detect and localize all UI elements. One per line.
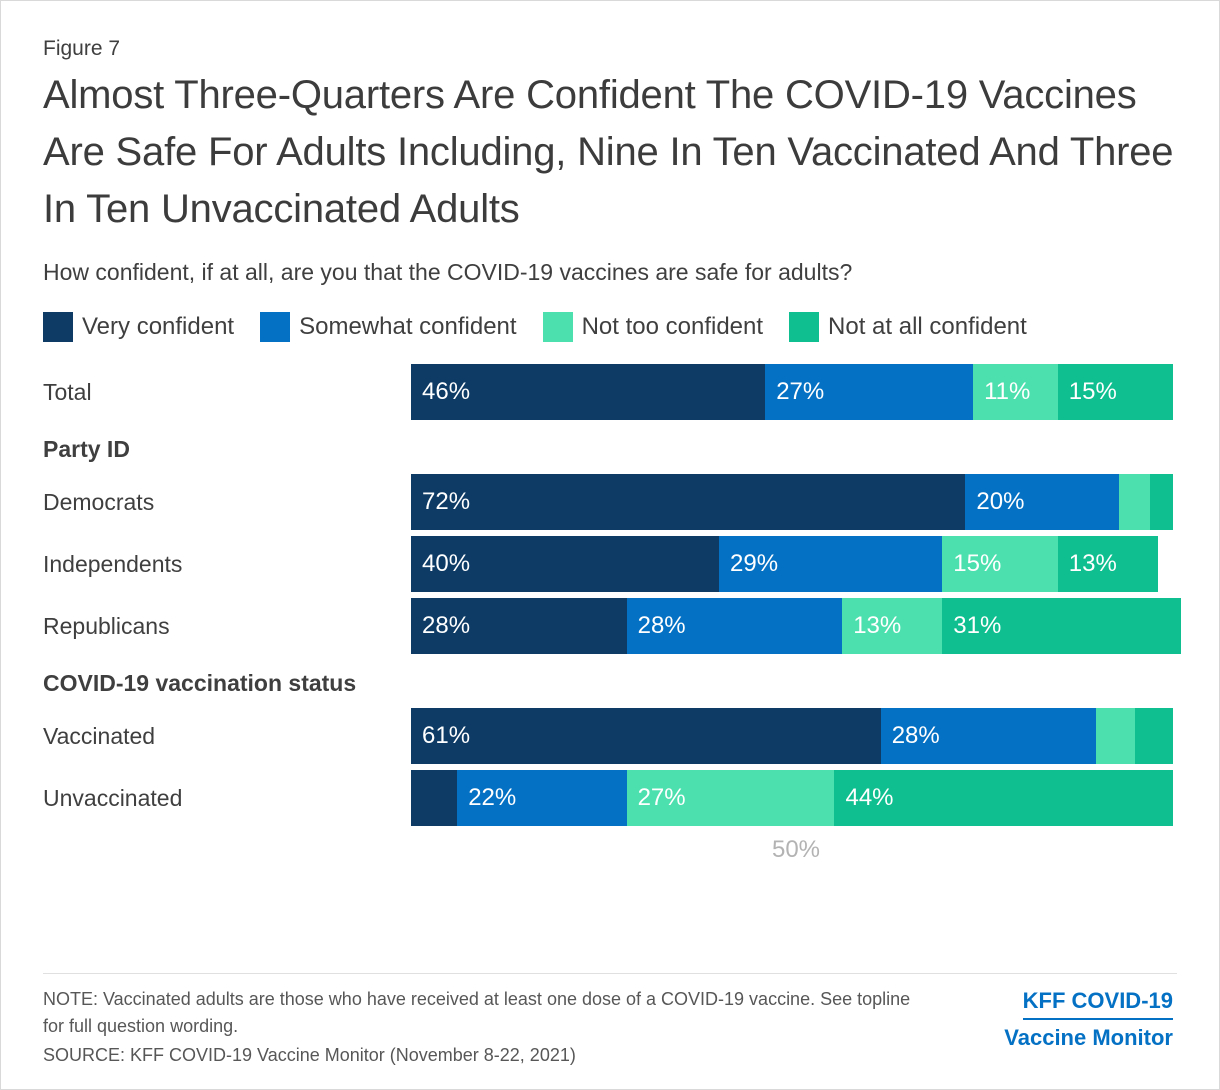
legend-item[interactable] — [43, 312, 234, 342]
bar-value-label: 11% — [984, 378, 1031, 406]
bar-segment — [1058, 364, 1174, 420]
stacked-bar-total — [411, 364, 1181, 420]
legend-item[interactable] — [789, 312, 1027, 342]
bar-value-label: 20% — [976, 488, 1025, 516]
legend-label: Not at all confident — [828, 313, 1027, 341]
bar-segment — [1058, 536, 1158, 592]
group-heading-label: Party ID — [43, 435, 130, 462]
note-text: NOTE: Vaccinated adults are those who have received at least one dose of a COVID-19 vaccine. See topline for full question wording. — [43, 989, 911, 1036]
bar-segment — [627, 770, 835, 826]
bar-segment — [411, 364, 765, 420]
bar-value-label: 13% — [1068, 550, 1117, 578]
bar-segment — [881, 708, 1097, 764]
bar-segment — [411, 598, 627, 654]
stacked-bar-independents — [411, 536, 1181, 592]
bar-value-label: 72% — [422, 488, 471, 516]
bar-value-label: 29% — [730, 550, 779, 578]
brand-line-1: KFF COVID-19 — [1023, 986, 1173, 1020]
table-row — [39, 708, 1181, 764]
table-row — [39, 364, 1181, 420]
bar-value-label: 28% — [891, 722, 940, 750]
legend-item[interactable] — [543, 312, 763, 342]
bar-segment — [942, 536, 1058, 592]
row-label-vaccinated: Vaccinated — [43, 722, 156, 749]
row-label-democrats: Democrats — [43, 488, 155, 515]
legend-swatch — [260, 312, 290, 342]
bar-segment — [411, 536, 719, 592]
stacked-bar-republicans — [411, 598, 1181, 654]
stacked-bar-democrats — [411, 474, 1181, 530]
page-title: Almost Three-Quarters Are Confident The COVID-19 Vaccines Are Safe For Adults Including, Nine In Ten Vaccinated And Three In Ten Unvaccinated Adults — [43, 73, 1174, 231]
bar-segment — [411, 708, 881, 764]
legend-label: Somewhat confident — [299, 313, 517, 341]
bar-value-label: 27% — [637, 784, 686, 812]
bar-segment — [1135, 708, 1174, 764]
legend-swatch — [43, 312, 73, 342]
bar-segment — [411, 770, 457, 826]
bar-value-label: 40% — [422, 550, 471, 578]
bar-segment — [834, 770, 1173, 826]
chart-footer — [43, 973, 1177, 1071]
stacked-bar-vaccinated — [411, 708, 1181, 764]
table-row — [39, 598, 1181, 654]
x-axis — [39, 832, 1181, 874]
legend-label: Not too confident — [581, 313, 764, 341]
chart-legend — [43, 312, 1181, 342]
bar-segment — [765, 364, 973, 420]
group-heading-vaccination-status — [39, 660, 1181, 706]
bar-value-label: 61% — [422, 722, 471, 750]
source-text: SOURCE: KFF COVID-19 Vaccine Monitor (November 8-22, 2021) — [43, 1045, 576, 1065]
bar-segment — [719, 536, 942, 592]
bar-value-label: 15% — [953, 550, 1002, 578]
figure-number: Figure 7 — [43, 37, 121, 60]
bar-value-label: 13% — [853, 612, 902, 640]
brand-line-2: Vaccine Monitor — [1004, 1024, 1173, 1050]
chart-subtitle: How confident, if at all, are you that the COVID-19 vaccines are safe for adults? — [43, 259, 853, 286]
legend-item[interactable] — [260, 312, 516, 342]
bar-segment — [942, 598, 1181, 654]
legend-swatch — [543, 312, 573, 342]
bar-segment — [973, 364, 1058, 420]
bar-segment — [965, 474, 1119, 530]
stacked-bar-unvaccinated — [411, 770, 1181, 826]
group-heading-label: COVID-19 vaccination status — [43, 669, 357, 696]
legend-label: Very confident — [82, 313, 235, 341]
chart-plot-area — [39, 364, 1181, 874]
table-row — [39, 770, 1181, 826]
bar-segment — [627, 598, 843, 654]
legend-swatch — [789, 312, 819, 342]
table-row — [39, 536, 1181, 592]
bar-segment — [1150, 474, 1173, 530]
bar-value-label: 27% — [776, 378, 825, 406]
row-label-republicans: Republicans — [43, 612, 170, 639]
bar-value-label: 28% — [422, 612, 471, 640]
row-label-independents: Independents — [43, 550, 183, 577]
bar-segment — [842, 598, 942, 654]
bar-value-label: 44% — [845, 784, 894, 812]
bar-value-label: 22% — [468, 784, 517, 812]
bar-segment — [411, 474, 965, 530]
bar-value-label: 28% — [637, 612, 686, 640]
bar-segment — [457, 770, 626, 826]
group-heading-party — [39, 426, 1181, 472]
kff-logo — [1004, 986, 1177, 1052]
bar-value-label: 31% — [953, 612, 1002, 640]
bar-segment — [1096, 708, 1135, 764]
bar-value-label: 15% — [1068, 378, 1117, 406]
row-label-total: Total — [43, 378, 92, 405]
footnotes — [43, 986, 923, 1071]
bar-value-label: 46% — [422, 378, 471, 406]
table-row — [39, 474, 1181, 530]
bar-segment — [1119, 474, 1150, 530]
row-label-unvaccinated: Unvaccinated — [43, 784, 183, 811]
x-axis-tick-50: 50% — [771, 836, 821, 864]
